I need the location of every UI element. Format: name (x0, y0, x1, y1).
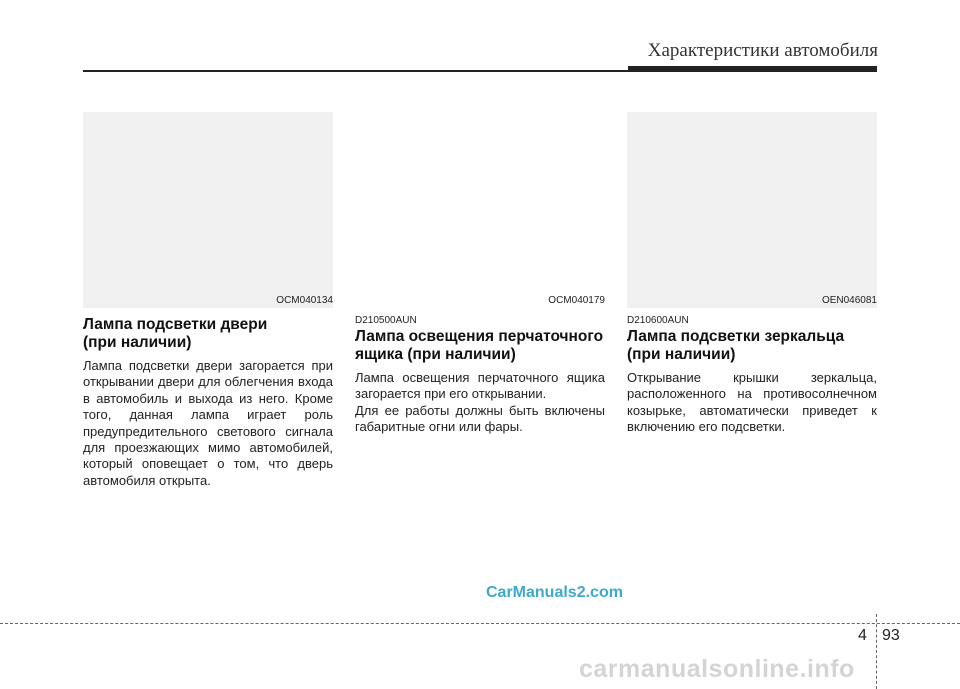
heading-line: Лампа освещения перчаточного (355, 328, 604, 345)
heading-line: (при наличии) (627, 346, 736, 363)
section-heading (355, 328, 605, 364)
header-rule (83, 70, 628, 72)
body-text (627, 370, 877, 436)
watermark-text: carmanualsonline.info (579, 655, 855, 683)
page-number: 93 (882, 627, 900, 644)
heading-line: Лампа подсветки зеркальца (627, 328, 845, 345)
paragraph: Лампа освещения перчаточного ящика загорается при его открывании. (355, 370, 605, 402)
doc-code: D210600AUN (627, 315, 689, 326)
footer-dashed-rule (0, 623, 960, 624)
body-text (83, 358, 333, 489)
watermark-link[interactable]: CarManuals2.com (486, 584, 623, 601)
image-code: OCM040134 (276, 295, 333, 306)
section-heading (83, 316, 333, 352)
section-heading (627, 328, 877, 364)
column-door-lamp (83, 112, 333, 489)
heading-line: Лампа подсветки двери (83, 316, 268, 333)
mirror-lamp-image (627, 112, 877, 308)
paragraph: Лампа подсветки двери загорается при открывании двери для облегчения входа в автомобиль и выхода из него. Кроме того, данная лампа играет роль предупредительного светового сигнала для проезжающих мимо автомобилей, который оповещает о том, что дверь автомобиля открыта. (83, 358, 333, 488)
image-code: OCM040179 (548, 295, 605, 306)
paragraph: Для ее работы должны быть включены габаритные огни или фары. (355, 402, 605, 435)
column-mirror-lamp (627, 112, 877, 436)
body-text (355, 370, 605, 436)
header-bar (628, 66, 877, 72)
door-lamp-image (83, 112, 333, 308)
doc-code: D210500AUN (355, 315, 417, 326)
image-code: OEN046081 (821, 295, 877, 306)
heading-line: ящика (при наличии) (355, 346, 516, 363)
chapter-number: 4 (858, 627, 867, 644)
paragraph: Открывание крышки зеркальца, расположенного на противосолнечном козырьке, автоматически приведет к включению его подсветки. (627, 370, 877, 435)
section-title: Характеристики автомобиля (647, 40, 878, 61)
glovebox-lamp-image (355, 112, 605, 308)
footer-dashed-divider (876, 614, 877, 689)
heading-line: (при наличии) (83, 334, 192, 351)
column-glovebox-lamp (355, 112, 605, 436)
